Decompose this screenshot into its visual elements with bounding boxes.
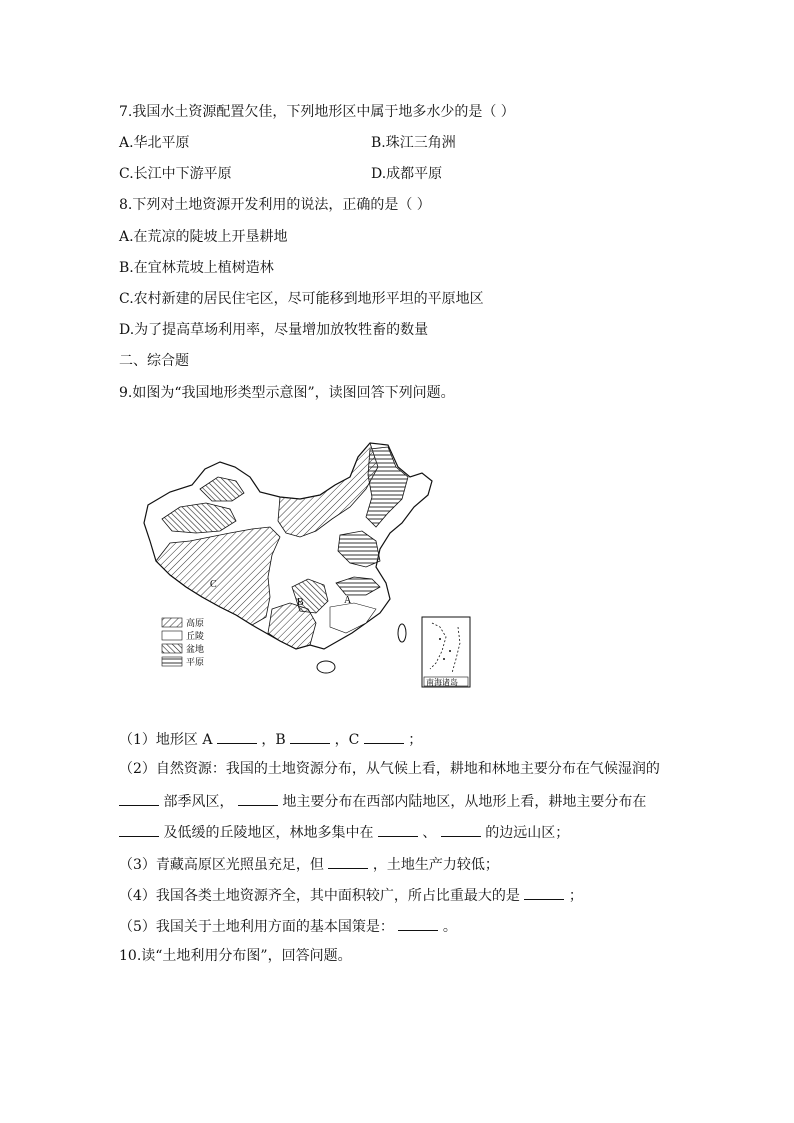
q9-sub1 xyxy=(119,729,422,749)
label-b: B xyxy=(297,597,304,608)
blank-b[interactable] xyxy=(290,729,330,744)
q9-sub2-text-a: 部季风区， xyxy=(163,794,234,810)
q9-sub2-line3 xyxy=(119,822,569,842)
q9-sub2-line1: （2）自然资源：我国的土地资源分布，从气候上看，耕地和林地主要分布在气候湿润的 xyxy=(119,761,660,777)
section-title: 二、综合题 xyxy=(119,353,189,369)
q7-option-d: D.成都平原 xyxy=(371,166,443,182)
q9-sub1-part4: ； xyxy=(408,732,423,748)
q9-sub1-part2: ，B xyxy=(261,732,286,748)
q9-sub2-text-b: 地主要分布在西部内陆地区，从地形上看，耕地主要分布在 xyxy=(282,794,647,810)
q9-sub1-part3: ，C xyxy=(334,732,360,748)
question-8-stem: 8.下列对土地资源开发利用的说法，正确的是（ ） xyxy=(119,197,431,213)
q9-sub2-text-c: 及低缓的丘陵地区，林地多集中在 xyxy=(163,825,374,841)
q9-sub3 xyxy=(119,854,499,874)
question-9-stem: 9.如图为“我国地形类型示意图”，读图回答下列问题。 xyxy=(119,385,455,401)
q9-sub2-text-e: 的边远山区； xyxy=(485,825,570,841)
q7-option-a: A.华北平原 xyxy=(119,135,190,151)
label-c: C xyxy=(210,579,217,590)
hills-southeast xyxy=(330,603,376,633)
blank-largest-land[interactable] xyxy=(524,885,564,900)
blank-forest-1[interactable] xyxy=(378,822,418,837)
legend-plain: 平原 xyxy=(186,658,205,668)
legend-hills: 丘陵 xyxy=(186,632,205,642)
q9-sub4 xyxy=(119,885,583,905)
blank-forest-2[interactable] xyxy=(441,822,481,837)
q9-sub5 xyxy=(119,916,457,936)
q9-sub2-text-d: 、 xyxy=(422,825,437,841)
blank-tibet[interactable] xyxy=(328,854,368,869)
q8-option-a: A.在荒凉的陡坡上开垦耕地 xyxy=(119,229,288,245)
q8-option-d: D.为了提高草场利用率，尽量增加放牧牲畜的数量 xyxy=(119,322,429,338)
q8-option-b: B.在宜林荒坡上植树造林 xyxy=(119,260,274,276)
inset-label: 南海诸岛 xyxy=(426,678,458,687)
q9-sub1-part1: （1）地形区 A xyxy=(119,732,213,748)
q9-sub3-text-a: （3）青藏高原区光照虽充足，但 xyxy=(119,857,324,873)
q7-option-c: C.长江中下游平原 xyxy=(119,166,232,182)
blank-grassland[interactable] xyxy=(238,791,278,806)
q9-sub2-line2 xyxy=(119,791,646,811)
hainan-island xyxy=(317,661,335,673)
question-7-stem: 7.我国水土资源配置欠佳，下列地形区中属于地多水少的是（ ） xyxy=(119,104,515,120)
q9-sub3-text-b: ，土地生产力较低； xyxy=(372,857,499,873)
blank-a[interactable] xyxy=(217,729,257,744)
q7-option-b: B.珠江三角洲 xyxy=(371,135,456,151)
label-a: A xyxy=(344,595,352,606)
question-10-stem: 10.读“土地利用分布图”，回答问题。 xyxy=(119,948,352,964)
blank-policy[interactable] xyxy=(398,916,438,931)
legend-plateau: 高原 xyxy=(186,619,205,629)
south-china-sea-inset xyxy=(422,617,470,687)
blank-plain[interactable] xyxy=(119,822,159,837)
q9-sub5-text-b: 。 xyxy=(442,919,457,935)
q9-sub4-text-b: ； xyxy=(568,888,583,904)
map-legend xyxy=(162,617,204,668)
q8-option-c: C.农村新建的居民住宅区，尽可能移到地形平坦的平原地区 xyxy=(119,291,484,307)
q9-sub5-text-a: （5）我国关于土地利用方面的基本国策是： xyxy=(119,919,394,935)
china-terrain-map xyxy=(140,437,475,692)
taiwan-island xyxy=(398,624,406,642)
blank-monsoon[interactable] xyxy=(119,791,159,806)
blank-c[interactable] xyxy=(364,729,404,744)
q9-sub4-text-a: （4）我国各类土地资源齐全，其中面积较广，所占比重最大的是 xyxy=(119,888,520,904)
legend-basin: 盆地 xyxy=(186,645,205,655)
